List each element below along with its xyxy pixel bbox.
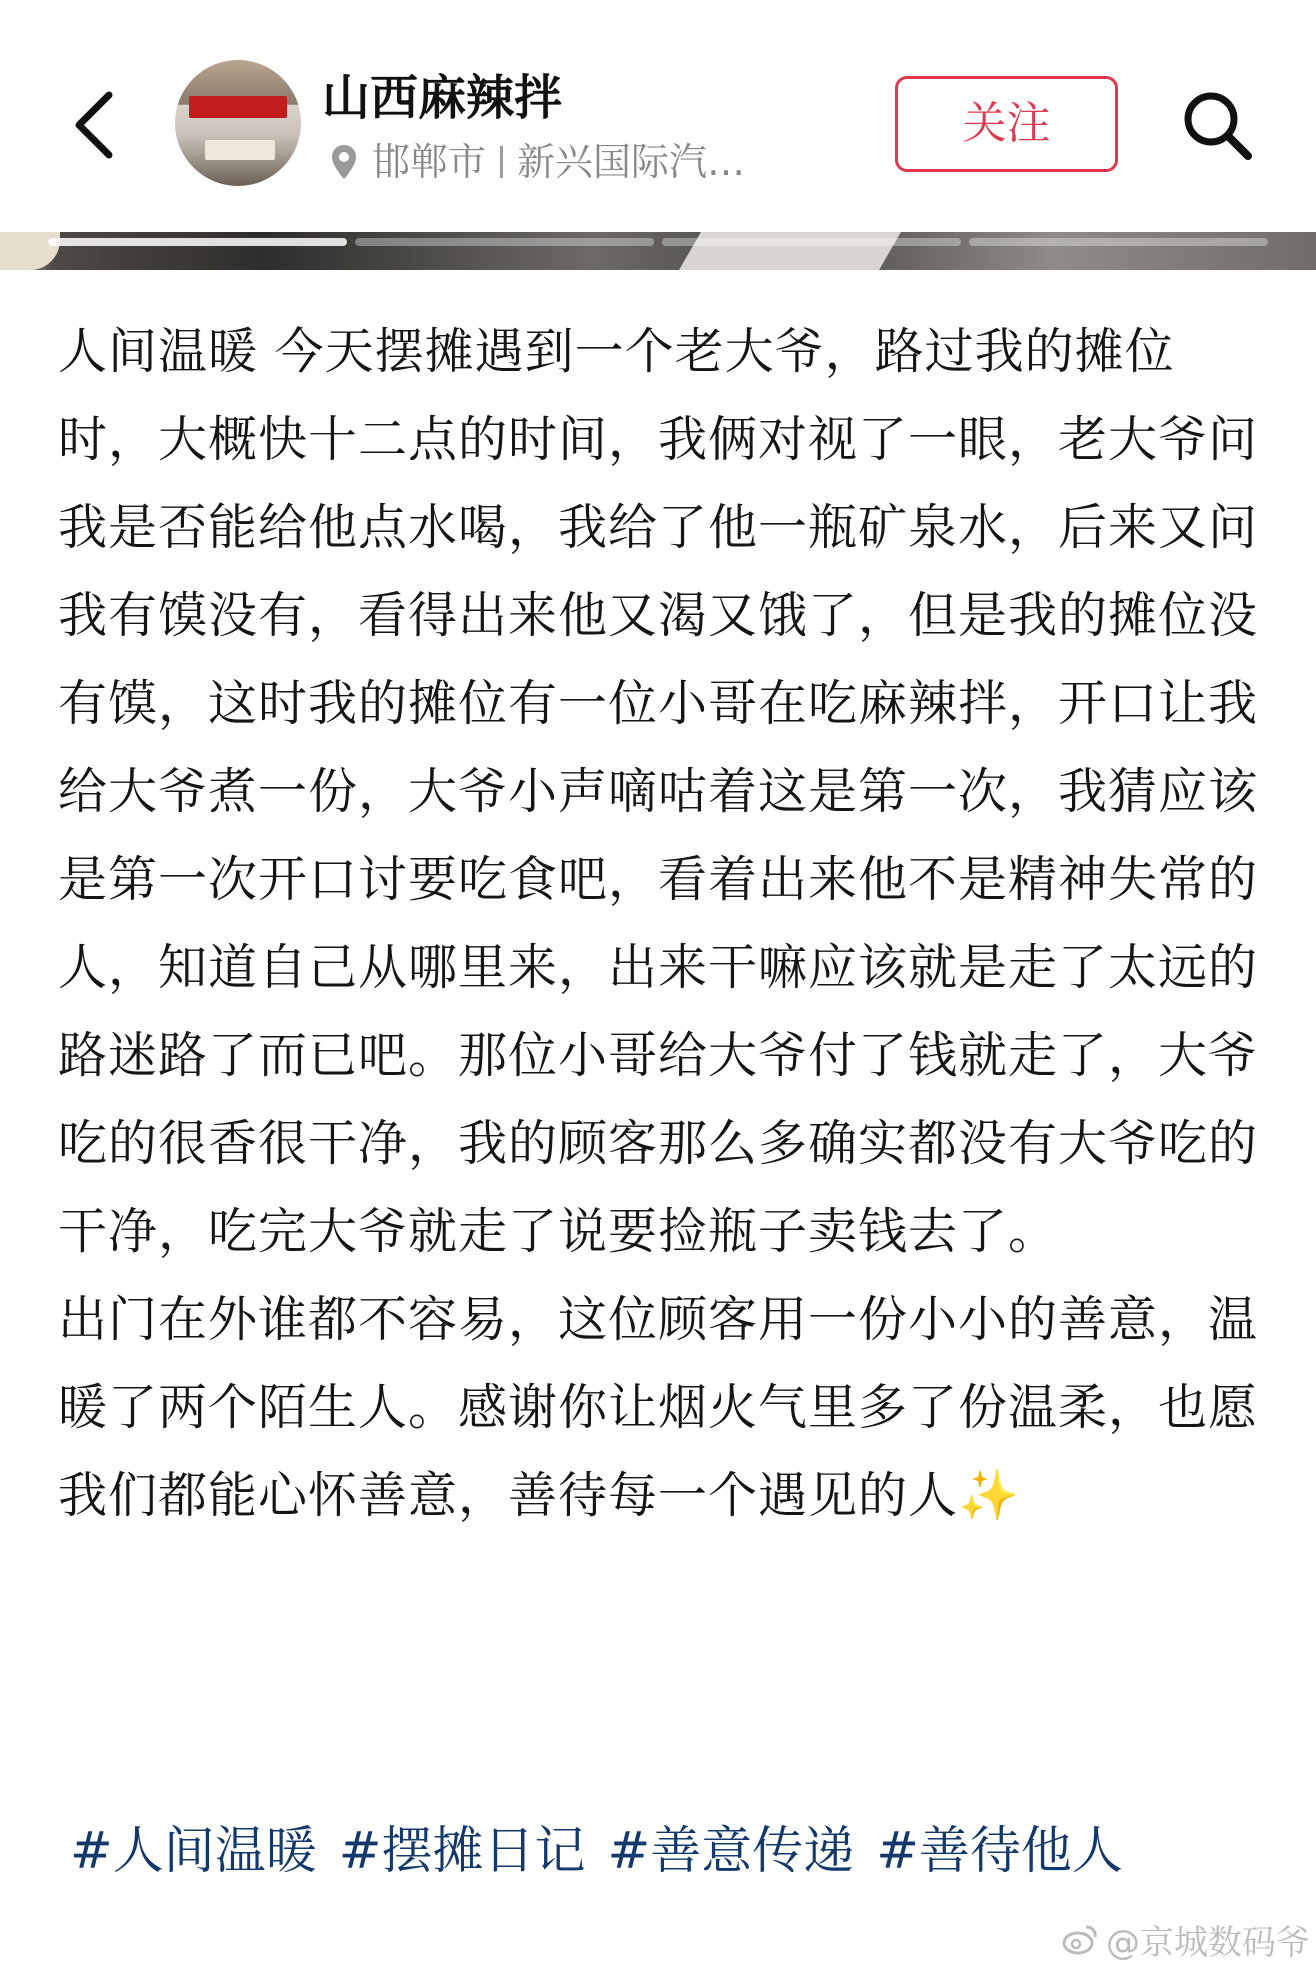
weibo-icon bbox=[1062, 1923, 1098, 1955]
post-paragraph-1: 人间温暖 今天摆摊遇到一个老大爷，路过我的摊位时，大概快十二点的时间，我俩对视了一眼，老大爷问我是否能给他点水喝，我给了他一瓶矿泉水，后来又问我有馍没有，看得出来他又渴又饿了，但是我的摊位没有馍，这时我的摊位有一位小哥在吃麻辣拌，开口让我给大爷煮一份，大爷小声嘀咕着这是第一次，我猜应该是第一次开口讨要吃食吧，看着出来他不是精神失常的人，知道自己从哪里来，出来干嘛应该就是走了太远的路迷路了而已吧。那位小哥给大爷付了钱就走了，大爷吃的很香很干净，我的顾客那么多确实都没有大爷吃的干净，吃完大爷就走了说要捡瓶子卖钱去了。 bbox=[58, 323, 1259, 1260]
carousel-segment bbox=[662, 238, 961, 246]
post-paragraph-2 bbox=[58, 1276, 1258, 1540]
sparkles-emoji: ✨ bbox=[958, 1467, 1021, 1524]
hashtag-link[interactable]: #摆摊日记 bbox=[338, 1822, 586, 1881]
location-city: 邯郸市 bbox=[372, 140, 487, 184]
hashtag-link[interactable]: #人间温暖 bbox=[70, 1822, 317, 1881]
carousel-segment bbox=[969, 238, 1268, 246]
top-bar bbox=[0, 0, 1316, 232]
image-carousel-indicator bbox=[48, 238, 1268, 246]
back-arrow-icon bbox=[71, 89, 115, 161]
location-place: 新兴国际汽… bbox=[517, 140, 746, 184]
hashtag-list bbox=[70, 1812, 1270, 1892]
carousel-segment bbox=[355, 238, 654, 246]
location-divider bbox=[500, 146, 503, 178]
post-body bbox=[58, 308, 1258, 1540]
hashtag-link[interactable]: #善意传递 bbox=[607, 1822, 855, 1881]
post-paragraph-2-text: 出门在外谁都不容易，这位顾客用一份小小的善意，温暖了两个陌生人。感谢你让烟火气里多了份温柔，也愿我们都能心怀善意，善待每一个遇见的人 bbox=[58, 1291, 1259, 1524]
watermark bbox=[1062, 1919, 1310, 1963]
carousel-segment bbox=[48, 238, 347, 246]
search-button[interactable] bbox=[1172, 80, 1262, 170]
avatar[interactable] bbox=[175, 60, 301, 186]
avatar-shop-sign bbox=[189, 96, 287, 118]
location-pin-icon bbox=[330, 143, 358, 181]
follow-button[interactable]: 关注 bbox=[895, 76, 1118, 172]
username[interactable]: 山西麻辣拌 bbox=[322, 70, 563, 126]
location[interactable] bbox=[330, 137, 745, 187]
avatar-stall-board bbox=[205, 140, 275, 160]
watermark-text: @京城数码爷 bbox=[1106, 1922, 1310, 1963]
hashtag-link[interactable]: #善待他人 bbox=[876, 1822, 1123, 1881]
back-button[interactable] bbox=[58, 80, 128, 170]
search-icon bbox=[1180, 88, 1254, 162]
